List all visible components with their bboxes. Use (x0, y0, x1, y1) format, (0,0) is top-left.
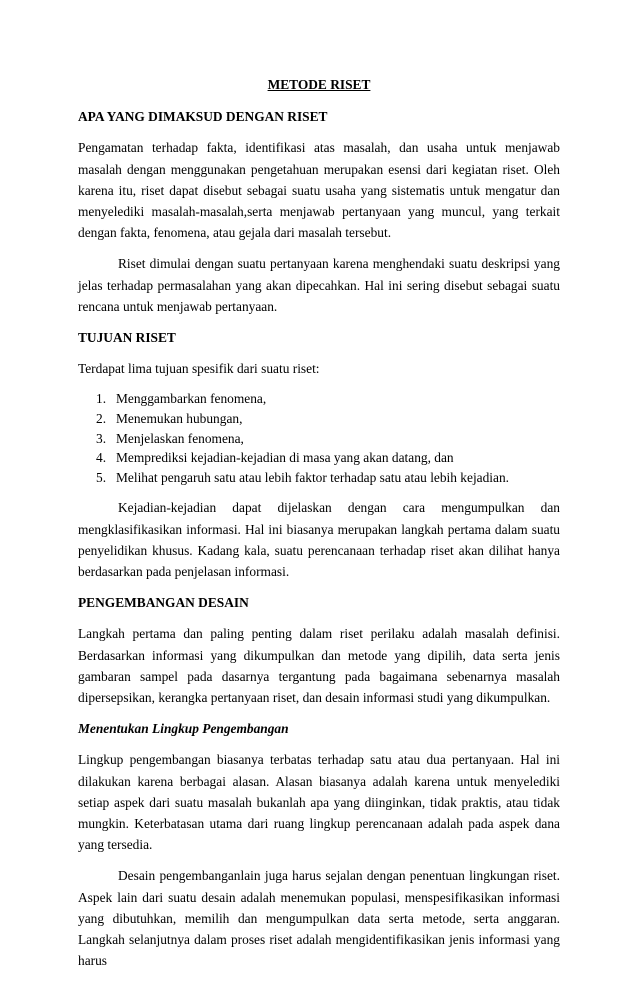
paragraph-objectives-intro: Terdapat lima tujuan spesifik dari suatu riset: (78, 361, 320, 377)
document-title: METODE RISET (267, 77, 371, 92)
section-heading-definition: APA YANG DIMAKSUD DENGAN RISET (78, 109, 328, 125)
list-text: Memprediksi kejadian-kejadian di masa yang akan datang, dan (116, 450, 454, 466)
paragraph-scope-1: Lingkup pengembangan biasanya terbatas terhadap satu atau dua pertanyaan. Hal ini dilakukan karena berbagai alasan. Alasan biasanya adalah karena untuk menyelediki setiap aspek dari suatu masalah bukanlah apa yang diinginkan, tidak praktis, atau tidak mungkin. Keterbatasan utama dari ruang lingkup perencanaan adalah pada aspek dana yang tersedia. (78, 752, 560, 853)
paragraph-design-1: Langkah pertama dan paling penting dalam riset perilaku adalah masalah definisi. Berdasarkan informasi yang dikumpulkan dan metode yang dipilih, data serta jenis gambaran sampel pada dasarnya tergantung pada bagaimana sebenarnya masalah dipersepsikan, kerangka pertanyaan riset, dan desain informasi studi yang dikumpulkan. (78, 626, 560, 706)
list-number: 1. (96, 391, 107, 407)
list-item (78, 409, 560, 429)
list-item (78, 448, 560, 468)
list-item (78, 468, 560, 488)
paragraph-objectives-1: Kejadian-kejadian dapat dijelaskan dengan cara mengumpulkan dan mengklasifikasikan informasi. Hal ini biasanya merupakan langkah pertama dalam suatu penyelidikan khusus. Kadang kala, suatu perencanaan terhadap riset akan dilihat hanya berdasarkan pada penjelasan informasi. (78, 500, 560, 580)
list-text: Menemukan hubungan, (116, 411, 243, 427)
paragraph-definition-2: Riset dimulai dengan suatu pertanyaan karena menghendaki suatu deskripsi yang jelas terhadap permasalahan yang akan dipecahkan. Hal ini sering disebut sebagai suatu rencana untuk menjawab pertanyaan. (78, 256, 560, 314)
list-text: Menggambarkan fenomena, (116, 391, 267, 407)
subsection-heading-scope: Menentukan Lingkup Pengembangan (78, 721, 289, 737)
paragraph-definition-1: Pengamatan terhadap fakta, identifikasi atas masalah, dan usaha untuk menjawab masalah dengan menggunakan pengetahuan merupakan esensi dari kegiatan riset. Oleh karena itu, riset dapat disebut sebagai suatu usaha yang sistematis untuk mengatur dan menyelediki masalah-masalah,serta menjawab pertanyaan yang muncul, yang terkait dengan fakta, fenomena, atau gejala dari masalah tersebut. (78, 140, 560, 241)
list-item (78, 429, 560, 449)
objectives-list (78, 389, 560, 487)
list-number: 2. (96, 411, 107, 427)
list-number: 4. (96, 450, 107, 466)
list-number: 5. (96, 469, 107, 485)
section-heading-objectives: TUJUAN RISET (78, 330, 176, 346)
list-text: Melihat pengaruh satu atau lebih faktor terhadap satu atau lebih kejadian. (116, 469, 510, 485)
list-number: 3. (96, 430, 107, 446)
list-item (78, 389, 560, 409)
section-heading-design: PENGEMBANGAN DESAIN (78, 595, 249, 611)
list-text: Menjelaskan fenomena, (116, 430, 244, 446)
document-page (78, 74, 560, 981)
paragraph-scope-2: Desain pengembanganlain juga harus sejalan dengan penentuan lingkungan riset. Aspek lain dari suatu desain adalah menemukan populasi, menspesifikasikan informasi yang dibutuhkan, memilih dan mengumpulkan data serta metode, serta anggaran. Langkah selanjutnya dalam proses riset adalah mengidentifikasikan jenis informasi yang harus (78, 868, 560, 969)
